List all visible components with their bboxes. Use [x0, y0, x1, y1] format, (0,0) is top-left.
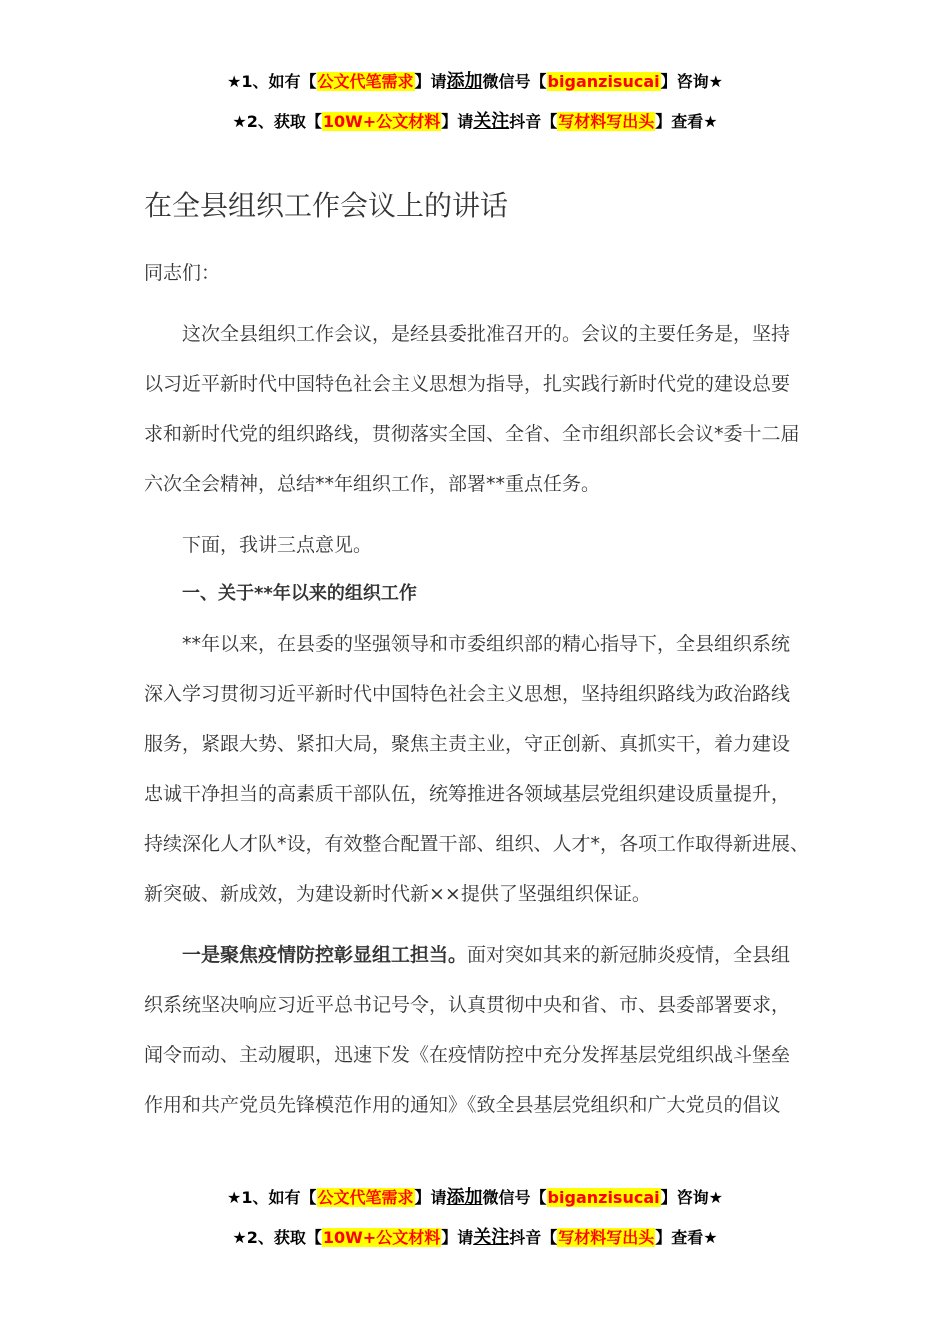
promo-banner-line-2-top [0, 110, 950, 134]
banner-highlight: 公文代笔需求 [317, 1188, 414, 1207]
paragraph-line: 以习近平新时代中国特色社会主义思想为指导，扎实践行新时代党的建设总要 [144, 373, 791, 395]
banner-highlight: 公文代笔需求 [317, 72, 414, 91]
paragraph-line: 作用和共产党员先锋模范作用的通知》《致全县基层党组织和广大党员的倡议 [144, 1094, 781, 1116]
banner-text: ★1、如有【 [227, 72, 317, 91]
paragraph-line: 持续深化人才队*设，有效整合配置干部、组织、人才*，各项工作取得新进展、 [144, 833, 810, 855]
banner-text: 】请 [441, 1228, 474, 1247]
banner-text: ★2、获取【 [232, 112, 322, 131]
banner-text: 】查看★ [655, 1228, 718, 1247]
paragraph-line: 闻令而动、主动履职，迅速下发《在疫情防控中充分发挥基层党组织战斗堡垒 [144, 1044, 791, 1066]
paragraph-line: 求和新时代党的组织路线，贯彻落实全国、全省、全市组织部长会议*委十二届 [144, 423, 800, 445]
promo-banner-line-2-bottom [0, 1226, 950, 1250]
paragraph-line [182, 940, 790, 970]
banner-underline: 关注 [473, 111, 510, 132]
banner-underline: 添加 [446, 71, 483, 92]
banner-text: 】请 [441, 112, 474, 131]
banner-highlight-wechat-id: biganzisucai [547, 72, 660, 91]
section-heading: 一、关于**年以来的组织工作 [182, 583, 417, 604]
paragraph-lead-bold: 一是聚焦疫情防控彰显组工担当。 [182, 944, 468, 966]
banner-underline: 添加 [446, 1187, 483, 1208]
banner-highlight: 10W+公文材料 [322, 112, 441, 131]
banner-text: 】请 [414, 72, 447, 91]
document-title: 在全县组织工作会议上的讲话 [144, 189, 509, 222]
banner-text: 】咨询★ [660, 1188, 723, 1207]
promo-banner-line-1-bottom [0, 1186, 950, 1210]
banner-highlight-douyin: 写材料写出头 [558, 1228, 655, 1247]
paragraph-line: **年以来，在县委的坚强领导和市委组织部的精心指导下，全县组织系统 [182, 633, 791, 655]
banner-text: ★2、获取【 [232, 1228, 322, 1247]
paragraph-line: 忠诚干净担当的高素质干部队伍，统筹推进各领域基层党组织建设质量提升， [144, 783, 791, 805]
paragraph-line: 服务，紧跟大势、紧扣大局，聚焦主责主业，守正创新、真抓实干，着力建设 [144, 733, 791, 755]
paragraph-line: 新突破、新成效，为建设新时代新××提供了坚强组织保证。 [144, 883, 651, 905]
paragraph-line: 这次全县组织工作会议，是经县委批准召开的。会议的主要任务是，坚持 [182, 323, 791, 345]
banner-text: 】请 [414, 1188, 447, 1207]
banner-text: 微信号【 [482, 1188, 547, 1207]
banner-underline: 关注 [473, 1227, 510, 1248]
banner-text: 抖音【 [509, 112, 558, 131]
banner-text: 抖音【 [509, 1228, 558, 1247]
promo-banner-line-1-top [0, 70, 950, 94]
paragraph-line: 织系统坚决响应习近平总书记号令，认真贯彻中央和省、市、县委部署要求， [144, 994, 791, 1016]
banner-highlight-wechat-id: biganzisucai [547, 1188, 660, 1207]
banner-highlight-douyin: 写材料写出头 [558, 112, 655, 131]
paragraph-line: 深入学习贯彻习近平新时代中国特色社会主义思想，坚持组织路线为政治路线 [144, 683, 791, 705]
banner-text: 】咨询★ [660, 72, 723, 91]
paragraph-text: 面对突如其来的新冠肺炎疫情，全县组 [467, 944, 791, 966]
banner-text: 微信号【 [482, 72, 547, 91]
banner-highlight: 10W+公文材料 [322, 1228, 441, 1247]
banner-text: 】查看★ [655, 112, 718, 131]
paragraph-line: 六次全会精神，总结**年组织工作，部署**重点任务。 [144, 473, 601, 495]
paragraph-line: 下面，我讲三点意见。 [182, 534, 373, 556]
banner-text: ★1、如有【 [227, 1188, 317, 1207]
salutation: 同志们： [144, 262, 221, 284]
